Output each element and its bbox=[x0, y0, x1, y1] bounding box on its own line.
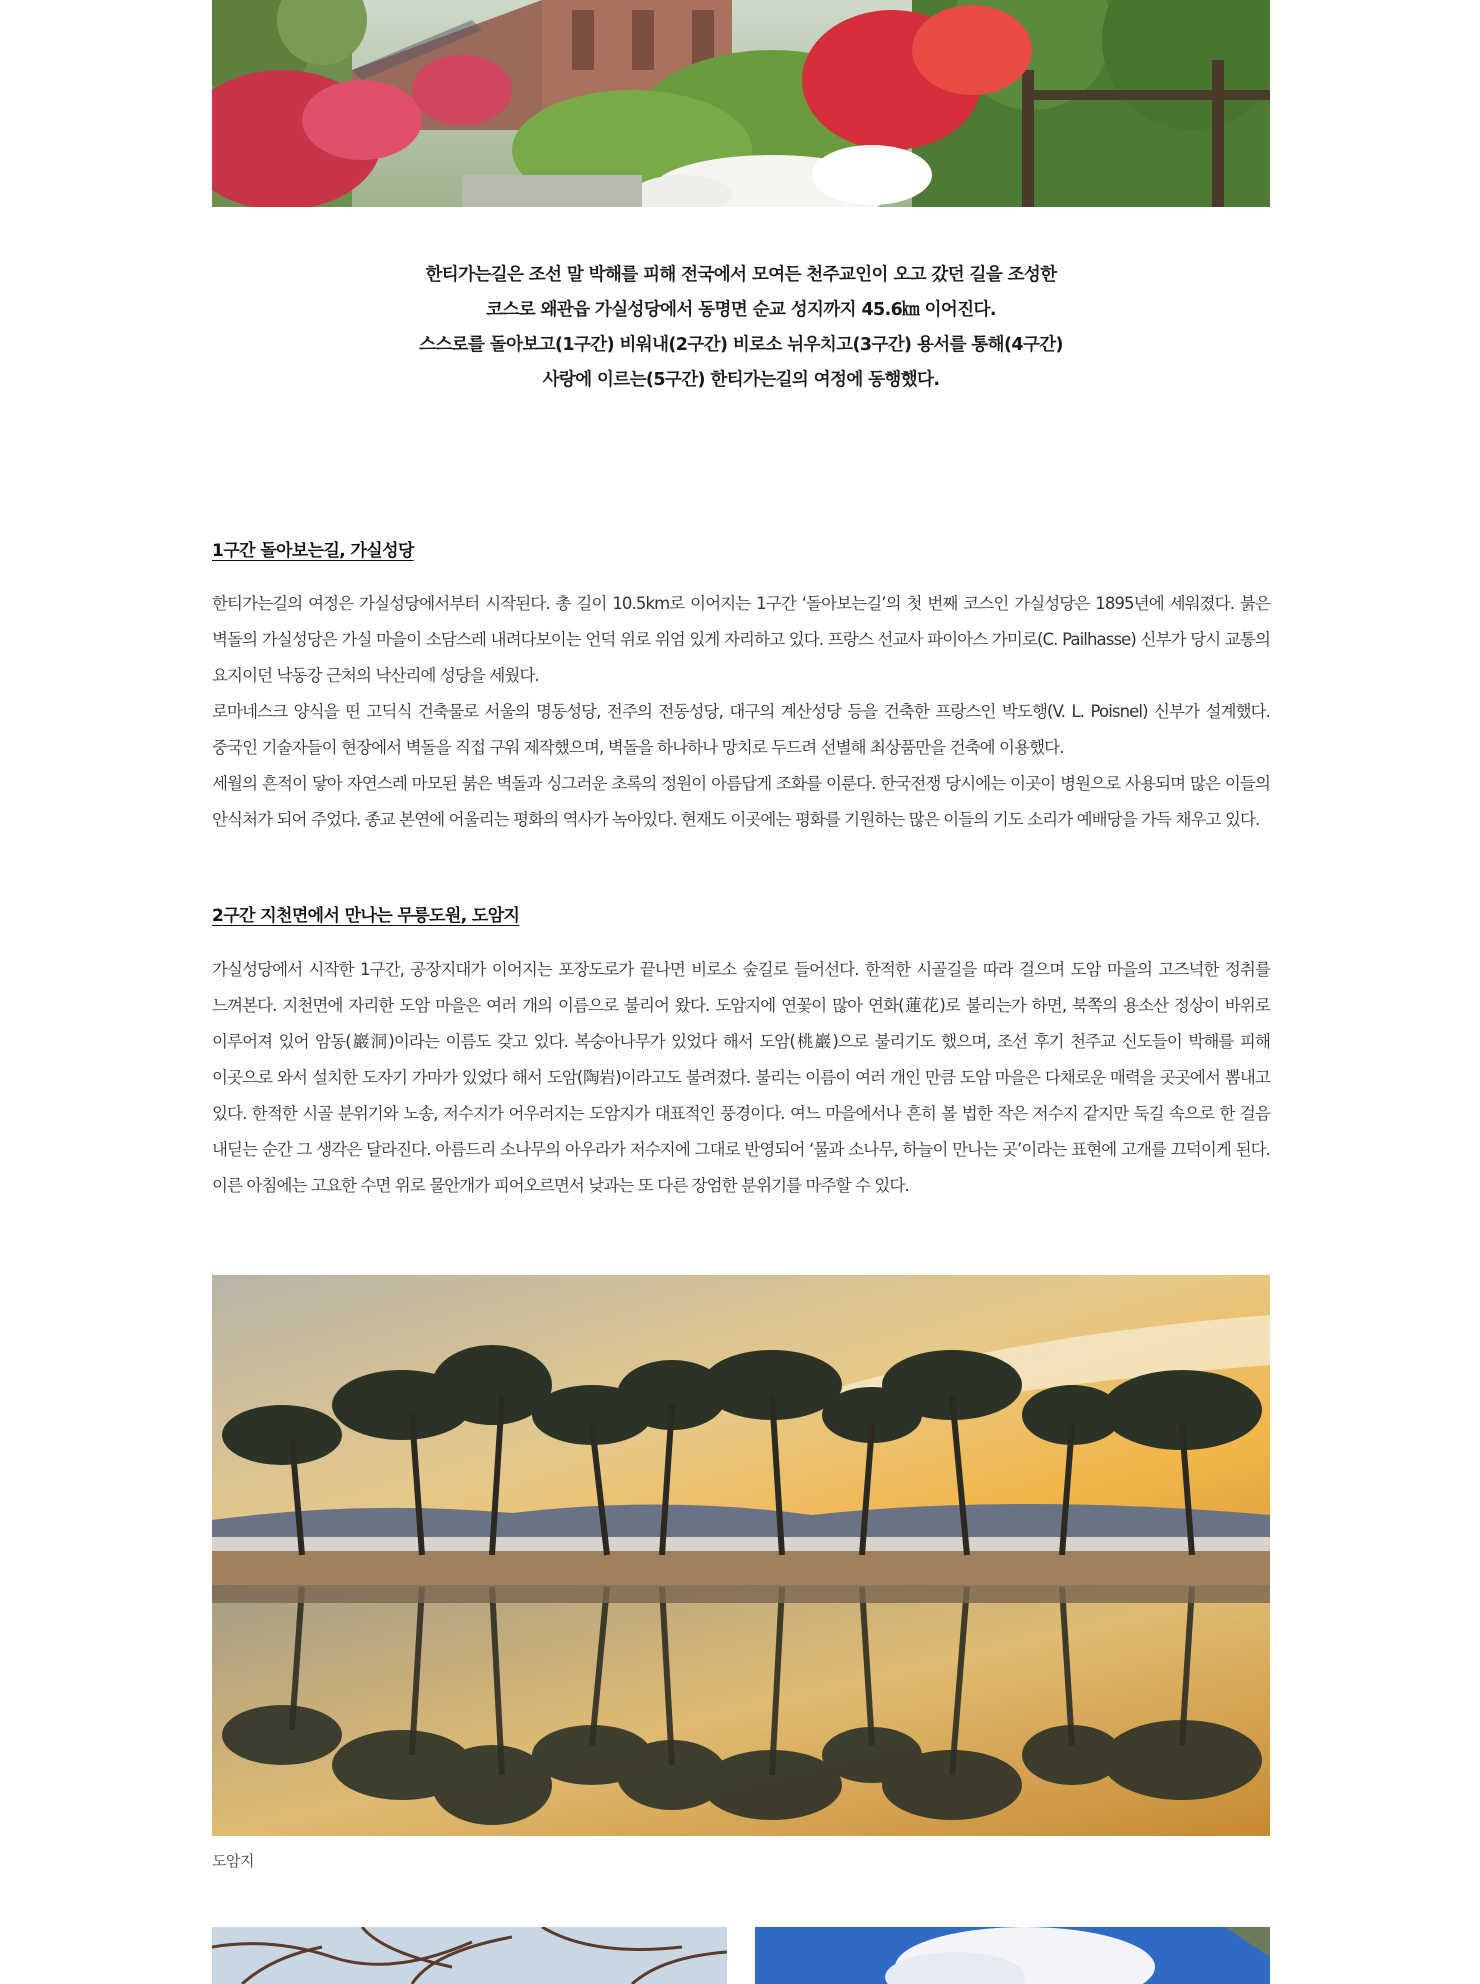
bare-tree-photo bbox=[212, 1927, 727, 1984]
intro-line: 코스로 왜관읍 가실성당에서 동명면 순교 성지까지 45.6㎞ 이어진다. bbox=[486, 300, 996, 320]
section-1-body bbox=[212, 586, 1270, 838]
church-garden-photo bbox=[212, 0, 1270, 207]
sky-clouds-photo bbox=[755, 1927, 1270, 1984]
intro-line: 스스로를 돌아보고(1구간) 비워내(2구간) 비로소 뉘우치고(3구간) 용서를 통해(4구간) bbox=[419, 335, 1063, 355]
photo-caption: 도암지 bbox=[212, 1852, 254, 1870]
paragraph: 가실성당에서 시작한 1구간, 공장지대가 이어지는 포장도로가 끝나면 비로소 숲길로 들어선다. 한적한 시골길을 따라 걸으며 도암 마을의 고즈넉한 정취를 느껴본다. 지천면에 자리한 도암 마을은 여러 개의 이름으로 불리어 왔다. 도암지에 연꽃이 많아 연화(蓮花)로 불리는가 하면, 북쪽의 용소산 정상이 바위로 이루어져 있어 암동(巖洞)이라는 이름도 갖고 있다. 복숭아나무가 있었다 해서 도암(桃巖)으로 불리기도 했으며, 조선 후기 천주교 신도들이 박해를 피해 이곳으로 와서 설치한 도자기 가마가 있었다 해서 도암(陶岩)이라고도 불려졌다. 불리는 이름이 여러 개인 만큼 도암 마을은 다채로운 매력을 곳곳에서 뽐내고 있다. 한적한 시골 분위기와 노송, 저수지가 어우러지는 도암지가 대표적인 풍경이다. 여느 마을에서나 흔히 볼 법한 작은 저수지 같지만 둑길 속으로 한 걸음 내딛는 순간 그 생각은 달라진다. 아름드리 소나무의 아우라가 저수지에 그대로 반영되어 ‘물과 소나무, 하늘이 만나는 곳’이라는 표현에 고개를 끄덕이게 된다. 이른 아침에는 고요한 수면 위로 물안개가 피어오르면서 낮과는 또 다른 장엄한 분위기를 마주할 수 있다. bbox=[212, 960, 1270, 1195]
section-2-body bbox=[212, 952, 1270, 1204]
paragraph: 세월의 흔적이 닿아 자연스레 마모된 붉은 벽돌과 싱그러운 초록의 정원이 아름답게 조화를 이룬다. 한국전쟁 당시에는 이곳이 병원으로 사용되며 많은 이들의 안식처가 되어 주었다. 종교 본연에 어울리는 평화의 역사가 녹아있다. 현재도 이곳에는 평화를 기원하는 많은 이들의 기도 소리가 예배당을 가득 채우고 있다. bbox=[212, 774, 1270, 829]
section-1-heading: 1구간 돌아보는길, 가실성당 bbox=[212, 541, 414, 561]
doamji-reservoir-photo bbox=[212, 1275, 1270, 1836]
intro-line: 사랑에 이르는(5구간) 한티가는길의 여정에 동행했다. bbox=[542, 370, 940, 390]
intro-summary bbox=[212, 258, 1270, 398]
section-2-heading: 2구간 지천면에서 만나는 무릉도원, 도암지 bbox=[212, 906, 520, 926]
paragraph: 로마네스크 양식을 띤 고딕식 건축물로 서울의 명동성당, 전주의 전동성당, 대구의 계산성당 등을 건축한 프랑스인 박도행(V. L. Poisnel) 신부가 설계했다. 중국인 기술자들이 현장에서 벽돌을 직접 구워 제작했으며, 벽돌을 하나하나 망치로 두드려 선별해 최상품만을 건축에 이용했다. bbox=[212, 702, 1270, 757]
paragraph: 한티가는길의 여정은 가실성당에서부터 시작된다. 총 길이 10.5km로 이어지는 1구간 ‘돌아보는길’의 첫 번째 코스인 가실성당은 1895년에 세워졌다. 붉은 벽돌의 가실성당은 가실 마을이 소담스레 내려다보이는 언덕 위로 위엄 있게 자리하고 있다. 프랑스 선교사 파이아스 가미로(C. Pailhasse) 신부가 당시 교통의 요지이던 낙동강 근처의 낙산리에 성당을 세웠다. bbox=[212, 594, 1270, 685]
intro-line: 한티가는길은 조선 말 박해를 피해 전국에서 모여든 천주교인이 오고 갔던 길을 조성한 bbox=[425, 265, 1057, 285]
